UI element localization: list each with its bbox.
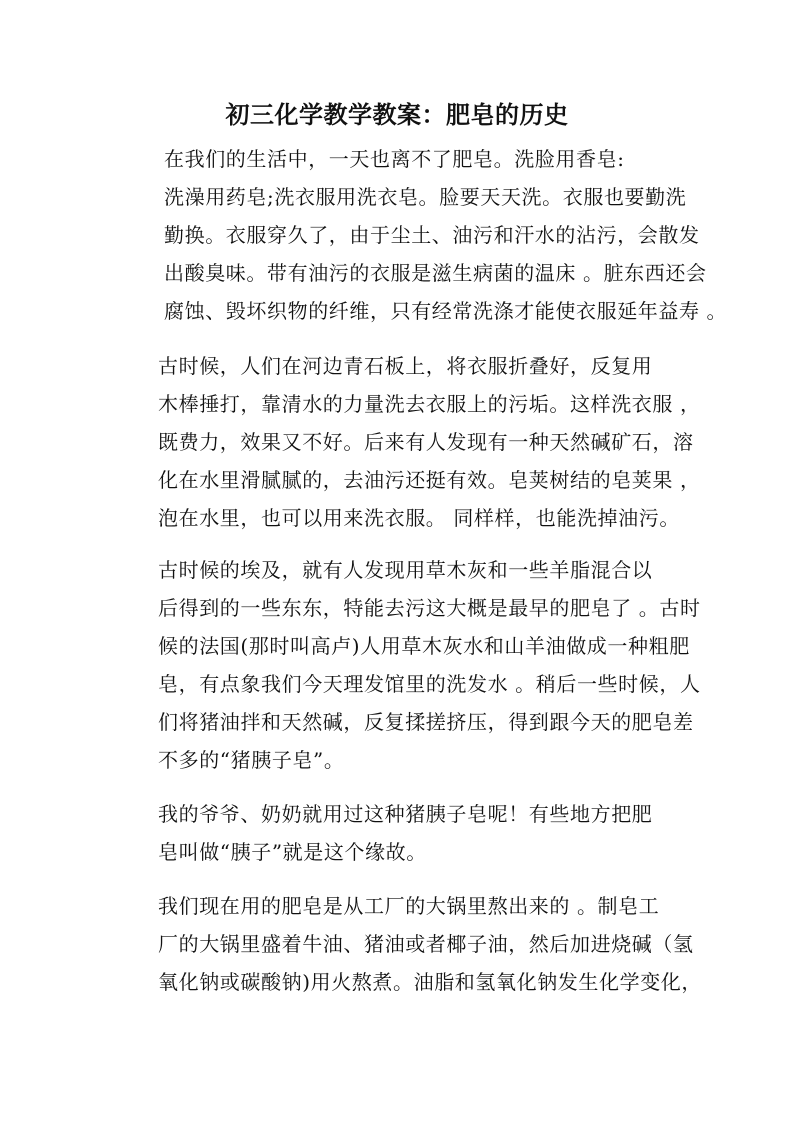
- paragraph-line: 我的爷爷、奶奶就用过这种猪胰子皂呢！有些地方把肥: [158, 802, 653, 826]
- paragraph-line: 古时候，人们在河边青石板上，将衣服折叠好，反复用: [158, 354, 653, 378]
- paragraph-egypt-soap: [118, 551, 701, 779]
- paragraph-line: 出酸臭味。带有油污的衣服是滋生病菌的温床 。脏东西还会: [164, 261, 707, 285]
- paragraph-line: 皂，有点象我们今天理发馆里的洗发水 。稍后一些时候，人: [158, 672, 701, 696]
- paragraph-line: 后得到的一些东东，特能去污这大概是最早的肥皂了 。古时: [158, 596, 701, 620]
- page-title: 初三化学教学教案：肥皂的历史: [225, 100, 569, 129]
- paragraph-line: 们将猪油拌和天然碱，反复揉搓挤压，得到跟今天的肥皂差: [158, 710, 694, 734]
- paragraph-intro: [118, 140, 728, 330]
- paragraph-line: 化在水里滑腻腻的，去油污还挺有效。皂荚树结的皂荚果 ，: [158, 468, 701, 492]
- paragraph-line: 洗澡用药皂;洗衣服用洗衣皂。脸要天天洗。衣服也要勤洗: [164, 185, 687, 209]
- paragraph-line: 泡在水里，也可以用来洗衣服。 同样样，也能洗掉油污。: [158, 506, 680, 530]
- paragraph-line: 我们现在用的肥皂是从工厂的大锅里熬出来的 。制皂工: [158, 894, 660, 918]
- paragraph-line: 在我们的生活中，一天也离不了肥皂。洗脸用香皂:: [164, 147, 625, 171]
- paragraph-line: 木棒捶打，靠清水的力量洗去衣服上的污垢。这样洗衣服 ，: [158, 392, 701, 416]
- paragraph-line: 不多的“猪胰子皂”。: [158, 748, 345, 772]
- paragraph-line: 勤换。衣服穿久了，由于尘土、油污和汗水的沾污，会散发: [164, 223, 700, 247]
- paragraph-line: 厂的大锅里盛着牛油、猪油或者椰子油，然后加进烧碱（氢: [158, 932, 694, 956]
- paragraph-line: 氧化钠或碳酸钠)用火熬煮。油脂和氢氧化钠发生化学变化，: [158, 970, 703, 994]
- document-body: [118, 140, 728, 1001]
- paragraph-modern-soap: [118, 887, 703, 1001]
- paragraph-ancient-washing: [118, 347, 701, 537]
- paragraph-line: 既费力，效果又不好。后来有人发现有一种天然碱矿石，溶: [158, 430, 694, 454]
- paragraph-line: 腐蚀、毁坏织物的纤维，只有经常洗涤才能使衣服延年益寿 。: [164, 299, 728, 323]
- paragraph-line: 候的法国(那时叫高卢)人用草木灰水和山羊油做成一种粗肥: [158, 634, 690, 658]
- paragraph-line: 古时候的埃及，就有人发现用草木灰和一些羊脂混合以: [158, 558, 653, 582]
- paragraph-line: 皂叫做“胰子”就是这个缘故。: [158, 840, 427, 864]
- paragraph-grandparents: [118, 795, 676, 871]
